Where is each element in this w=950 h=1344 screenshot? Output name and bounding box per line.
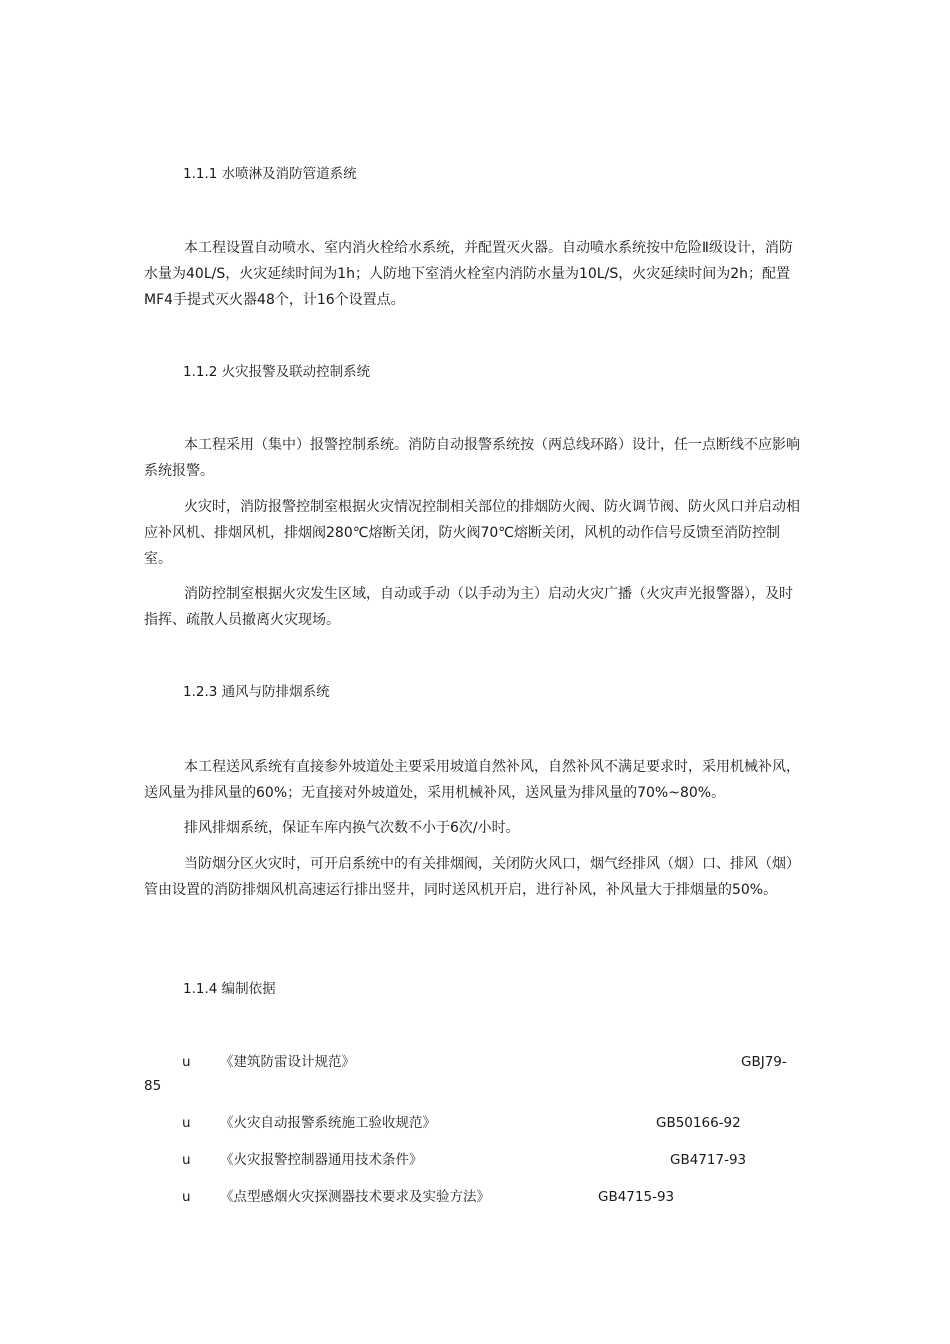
section-heading-1-1-2: 1.1.2 火灾报警及联动控制系统 (183, 364, 371, 380)
bullet-marker: u (182, 1152, 191, 1168)
paragraph: 消防控制室根据火灾发生区域，自动或手动（以手动为主）启动火灾广播（火灾声光报警器），及时指挥、疏散人员撤离火灾现场。 (144, 586, 793, 628)
section-heading-1-1-4: 1.1.4 编制依据 (183, 981, 276, 997)
bullet-marker: u (182, 1115, 191, 1131)
reference-title: 《建筑防雷设计规范》 (220, 1054, 355, 1070)
reference-code: GB4717-93 (670, 1152, 747, 1168)
reference-item (144, 1149, 804, 1171)
paragraph: 本工程设置自动喷水、室内消火栓给水系统，并配置灭火器。自动喷水系统按中危险Ⅱ级设计，消防水量为40L/S，火灾延续时间为1h；人防地下室消火栓室内消防水量为10L/S，火灾延续时间为2h；配置MF4手提式灭火器48个，计16个设置点。 (144, 240, 793, 308)
reference-item (144, 1186, 804, 1208)
bullet-marker: u (182, 1189, 191, 1205)
reference-title: 《火灾自动报警系统施工验收规范》 (220, 1115, 436, 1131)
paragraph: 本工程送风系统有直接参外坡道处主要采用坡道自然补风，自然补风不满足要求时，采用机械补风，送风量为排风量的60%；无直接对外坡道处，采用机械补风，送风量为排风量的70%~80%。 (144, 759, 800, 801)
section-heading-1-2-3: 1.2.3 通风与防排烟系统 (183, 684, 330, 700)
reference-code: GB50166-92 (656, 1115, 741, 1131)
paragraph: 本工程采用（集中）报警控制系统。消防自动报警系统按（两总线环路）设计，任一点断线不应影响系统报警。 (144, 437, 800, 479)
section-heading-1-1-1: 1.1.1 水喷淋及消防管道系统 (183, 166, 357, 182)
paragraph: 当防烟分区火灾时，可开启系统中的有关排烟阀，关闭防火风口，烟气经排风（烟）口、排风（烟）管由设置的消防排烟风机高速运行排出竖井，同时送风机开启，进行补风，补风量大于排烟量的50%。 (144, 856, 800, 898)
reference-item (144, 1051, 804, 1094)
reference-code: GB4715-93 (598, 1189, 675, 1205)
reference-item (144, 1112, 804, 1134)
paragraph: 排风排烟系统，保证车库内换气次数不小于6次/小时。 (184, 820, 520, 836)
reference-code-continuation: 85 (144, 1078, 162, 1094)
bullet-marker: u (182, 1054, 191, 1070)
reference-title: 《点型感烟火灾探测器技术要求及实验方法》 (220, 1189, 490, 1205)
reference-code: GBJ79- (741, 1054, 787, 1070)
paragraph: 火灾时，消防报警控制室根据火灾情况控制相关部位的排烟防火阀、防火调节阀、防火风口并启动相应补风机、排烟风机，排烟阀280℃熔断关闭，防火阀70℃熔断关闭，风机的动作信号反馈至消防控制室。 (144, 499, 800, 567)
reference-title: 《火灾报警控制器通用技术条件》 (220, 1152, 423, 1168)
